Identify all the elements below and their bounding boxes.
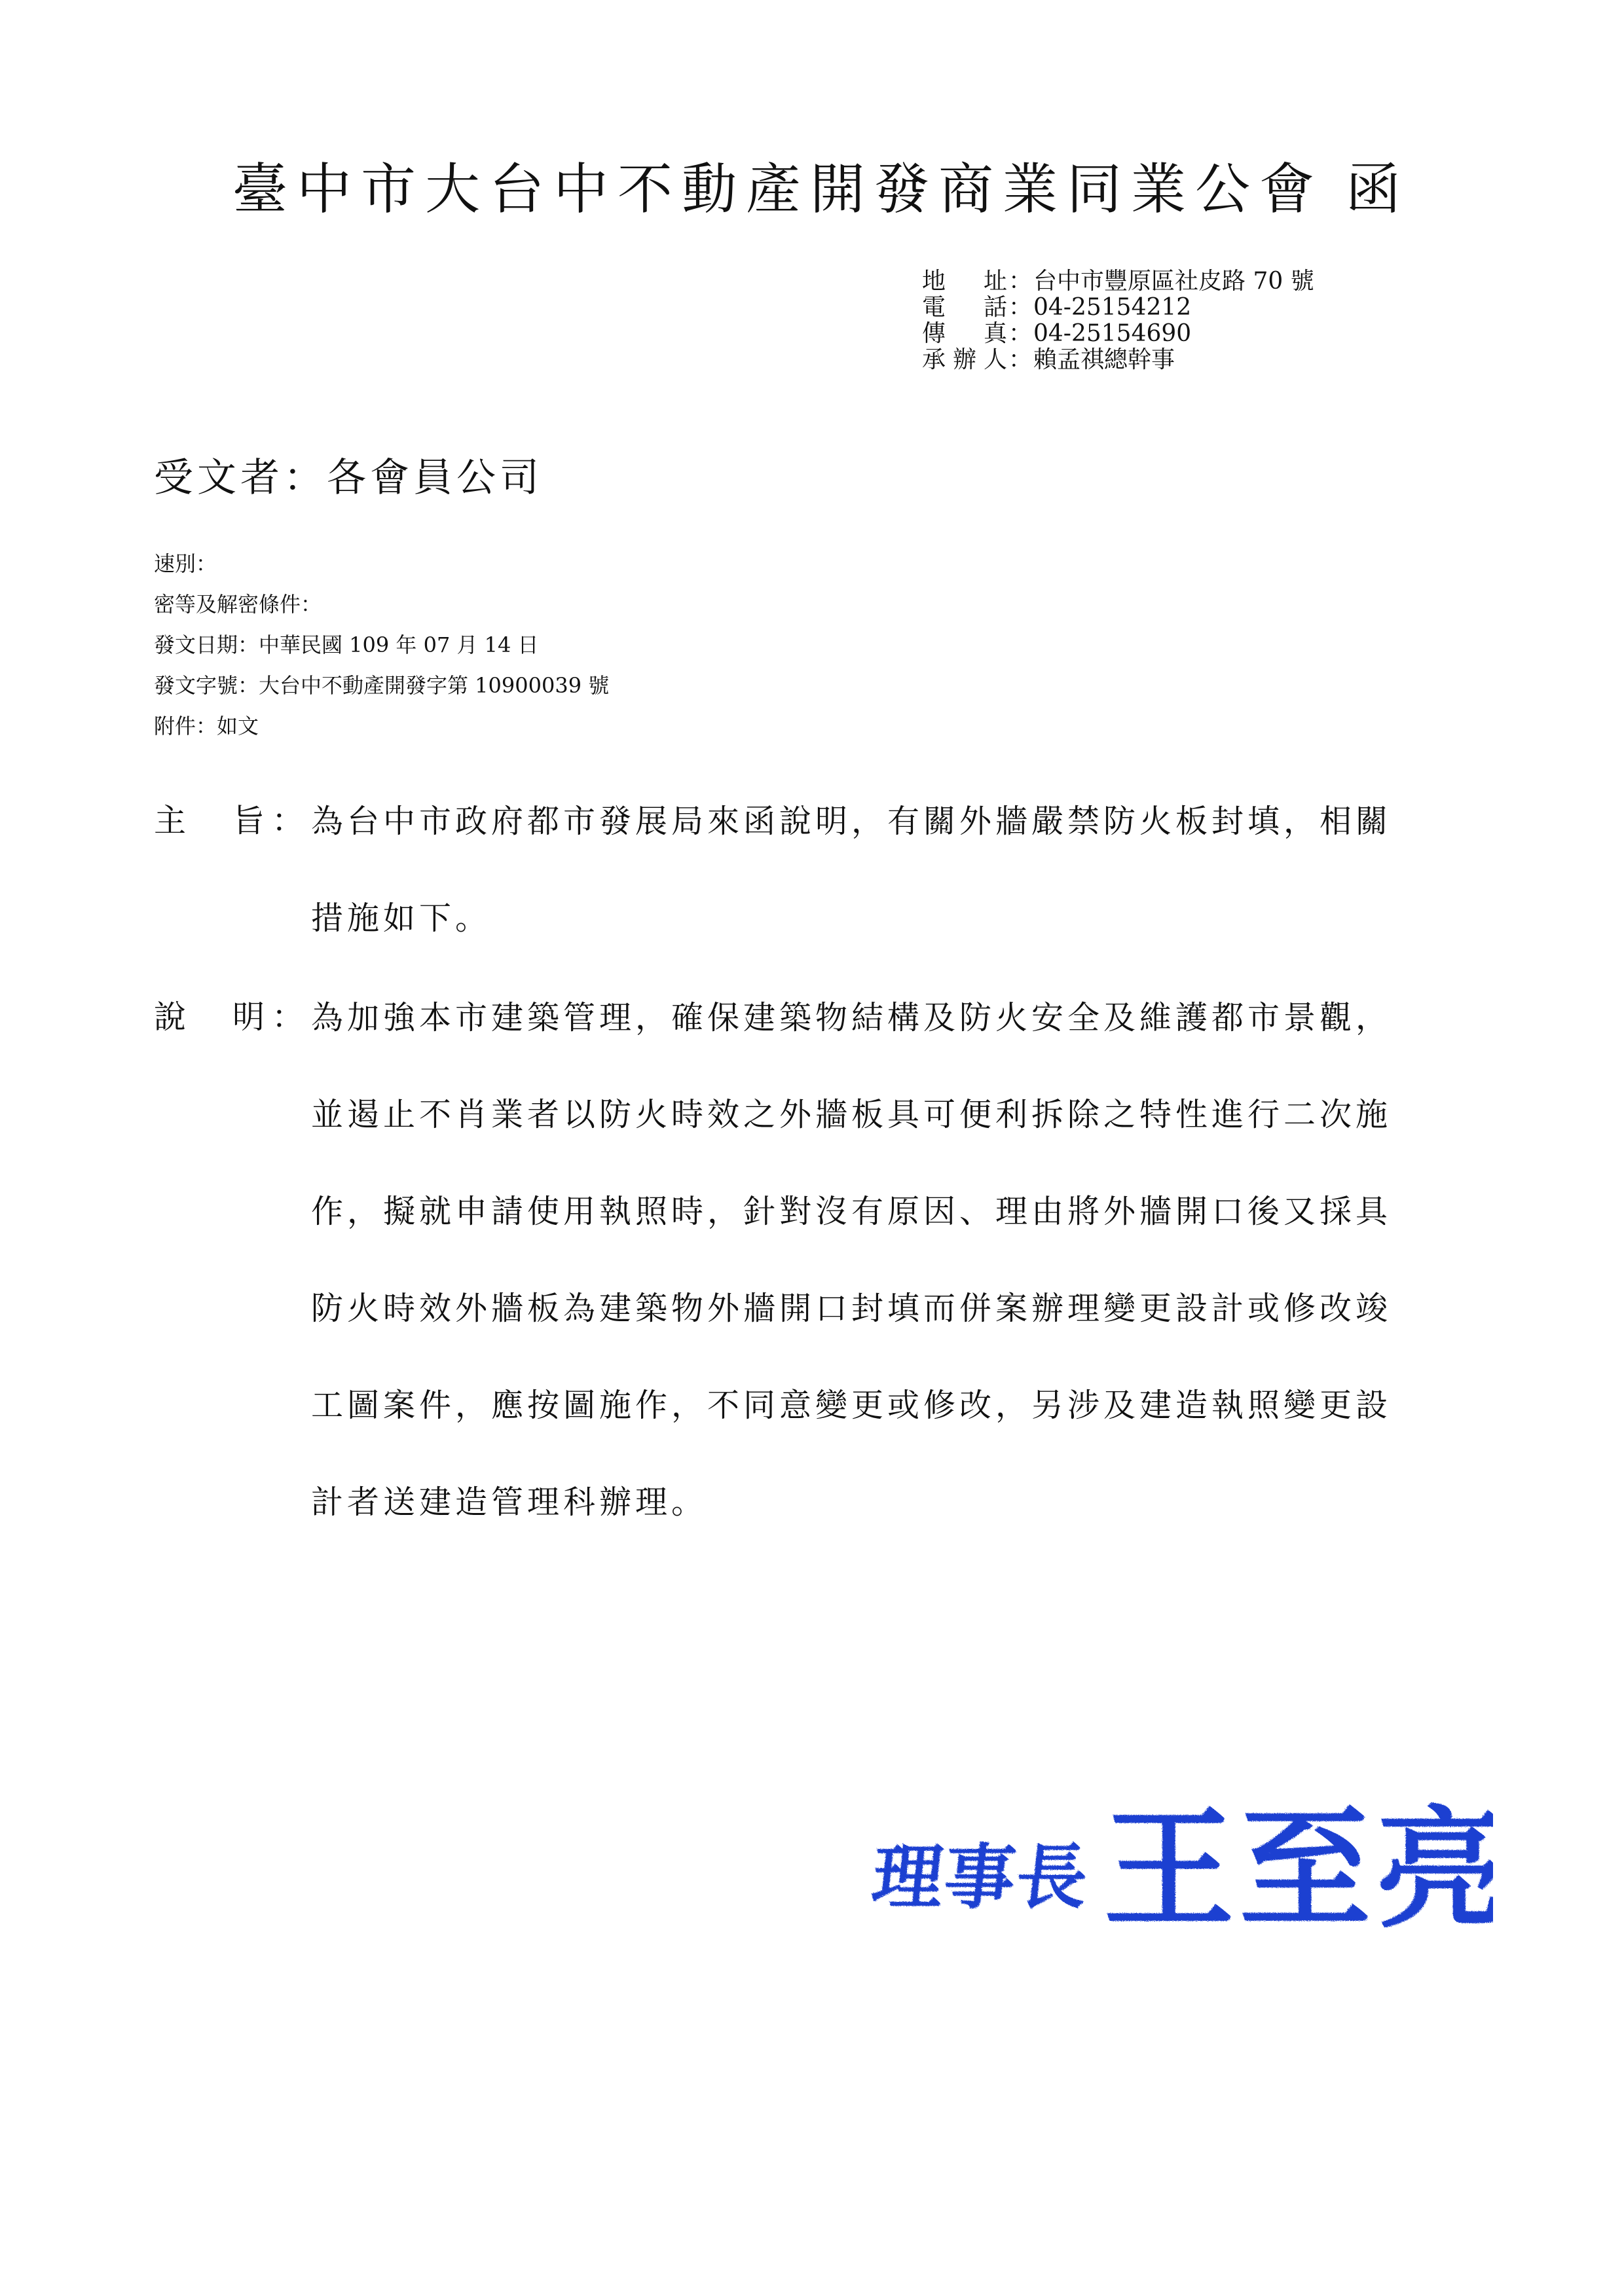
- issue-number: 發文字號：大台中不動產開發字第 10900039 號: [154, 673, 610, 698]
- subject-colon: ：: [272, 802, 308, 839]
- fax-value: 04-25154690: [1033, 320, 1192, 347]
- explanation-text: [311, 992, 1483, 1573]
- recipient: 受文者：各會員公司: [154, 455, 543, 501]
- fax-row: [922, 321, 1577, 347]
- contact-block: [922, 268, 1577, 373]
- handler-label: 承辦人: [922, 346, 1007, 373]
- subject-label-char-2: 旨: [232, 802, 269, 839]
- phone-label: 電話: [922, 294, 1007, 321]
- separator: ：: [1008, 268, 1032, 295]
- attachment-field: 附件：如文: [154, 714, 259, 738]
- chairman-signature-stamp: [871, 1768, 1493, 1977]
- subject-line: 措施如下。: [311, 900, 492, 937]
- org-name: 臺中市大台中不動產開發商業同業公會: [232, 157, 1324, 221]
- subject-label-char-1: 主: [154, 802, 191, 839]
- phone-value: 04-25154212: [1033, 294, 1192, 321]
- document-title: [232, 145, 1477, 224]
- meta-block: [154, 543, 609, 746]
- explanation-line: 作，擬就申請使用執照時，針對沒有原因、理由將外牆開口後又採具: [311, 1193, 1392, 1230]
- explanation-line: 工圖案件，應按圖施作，不同意變更或修改，另涉及建造執照變更設: [311, 1387, 1392, 1424]
- address-row: [922, 268, 1577, 295]
- speed-field: 速別：: [154, 551, 217, 576]
- svg-text:理事長: 理事長: [871, 1835, 1094, 1919]
- secrecy-field: 密等及解密條件：: [154, 592, 322, 617]
- explanation-line: 為加強本市建築管理，確保建築物結構及防火安全及維護都市景觀，: [311, 999, 1392, 1036]
- fax-label: 傳真: [922, 320, 1007, 347]
- address-value: 台中市豐原區社皮路 70 號: [1033, 268, 1314, 295]
- phone-row: [922, 295, 1577, 321]
- explanation-colon: ：: [272, 998, 308, 1036]
- explanation-line: 防火時效外牆板為建築物外牆開口封填而併案辦理變更設計或修改竣: [311, 1290, 1392, 1327]
- doc-type: 函: [1346, 157, 1411, 221]
- explanation-line: 並遏止不肖業者以防火時效之外牆板具可便利拆除之特性進行二次施: [311, 1096, 1392, 1133]
- subject-line: 為台中市政府都市發展局來函說明，有關外牆嚴禁防火板封填，相關: [311, 803, 1392, 840]
- explanation-line: 計者送建造管理科辦理。: [311, 1484, 708, 1521]
- svg-text:王至亮: 王至亮: [1103, 1793, 1493, 1946]
- issue-date: 發文日期：中華民國 109 年 07 月 14 日: [154, 632, 539, 657]
- address-label: 地址: [922, 268, 1007, 295]
- handler-value: 賴孟祺總幹事: [1033, 346, 1175, 373]
- separator: ：: [1008, 294, 1032, 321]
- handler-row: [922, 347, 1577, 373]
- explanation-label-char-1: 說: [154, 998, 191, 1036]
- subject-text: [311, 795, 1483, 989]
- separator: ：: [1008, 346, 1032, 373]
- separator: ：: [1008, 320, 1032, 347]
- explanation-label-char-2: 明: [232, 998, 269, 1036]
